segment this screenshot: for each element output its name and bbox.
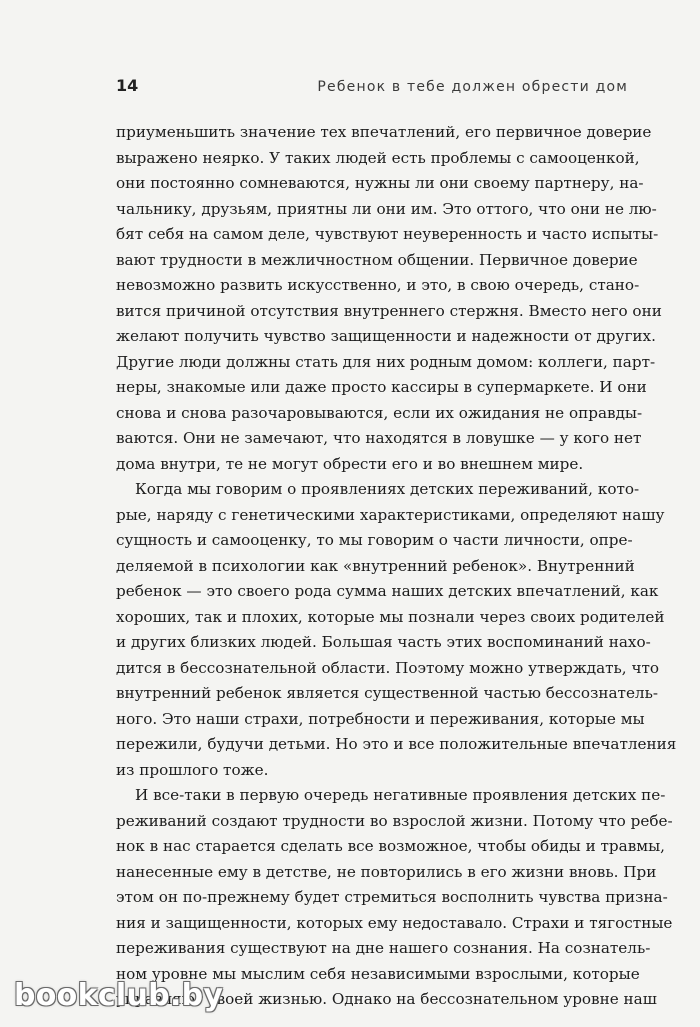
text-line: ребенок — это своего рода сумма наших детских впечатлений, как bbox=[116, 582, 659, 600]
text-line: чальнику, друзьям, приятны ли они им. Это оттого, что они не лю- bbox=[116, 199, 657, 218]
page-number: 14 bbox=[116, 76, 139, 95]
text-line: вится причиной отсутствия внутреннего стержня. Вместо него они bbox=[116, 301, 662, 320]
text-line: ваются. Они не замечают, что находятся в ловушке — у кого нет bbox=[116, 429, 642, 447]
text-line: бят себя на самом деле, чувствуют неуверенность и часто испыты- bbox=[116, 225, 659, 243]
paragraph bbox=[116, 477, 677, 783]
text-line: дится в бессознательной области. Поэтому можно утверждать, что bbox=[116, 658, 660, 677]
text-line: ном уровне мы мыслим себя независимыми взрослыми, которые bbox=[116, 964, 640, 983]
body-text bbox=[116, 120, 677, 1013]
text-line: снова и снова разочаровываются, если их ожидания не оправды- bbox=[116, 403, 643, 422]
text-line: рые, наряду с генетическими характеристиками, определяют нашу bbox=[116, 505, 665, 524]
page-header bbox=[116, 76, 628, 96]
text-line: реживаний создают трудности во взрослой жизни. Потому что ребе- bbox=[116, 811, 673, 830]
text-line: дома внутри, те не могут обрести его и во внешнем мире. bbox=[116, 454, 584, 473]
text-line: Другие люди должны стать для них родным домом: коллеги, парт- bbox=[116, 352, 656, 371]
text-line: управляют своей жизнью. Однако на бессознательном уровне наш bbox=[116, 990, 657, 1008]
text-line: внутренний ребенок является существенной частью бессознатель- bbox=[116, 684, 658, 702]
text-line: пережили, будучи детьми. Но это и все положительные впечатления bbox=[116, 735, 677, 753]
text-line: переживания существуют на дне нашего сознания. На сознатель- bbox=[116, 939, 651, 957]
text-line: желают получить чувство защищенности и надежности от других. bbox=[116, 327, 656, 345]
text-line: И все-таки в первую очередь негативные проявления детских пе- bbox=[135, 786, 666, 804]
text-line: выражено неярко. У таких людей есть проблемы с самооценкой, bbox=[116, 148, 640, 167]
text-line: этом он по-прежнему будет стремиться восполнить чувства призна- bbox=[116, 888, 668, 906]
text-line: нок в нас старается сделать все возможное, чтобы обиды и травмы, bbox=[116, 837, 665, 855]
text-line: ния и защищенности, которых ему недоставало. Страхи и тягостные bbox=[116, 913, 673, 932]
text-line: неры, знакомые или даже просто кассиры в супермаркете. И они bbox=[116, 378, 647, 396]
text-line: деляемой в психологии как «внутренний ребенок». Внутренний bbox=[116, 556, 635, 575]
text-line: Когда мы говорим о проявлениях детских переживаний, кото- bbox=[135, 480, 640, 498]
text-line: хороших, так и плохих, которые мы познали через своих родителей bbox=[116, 607, 665, 626]
text-line: ного. Это наши страхи, потребности и переживания, которые мы bbox=[116, 709, 645, 728]
paragraph bbox=[116, 120, 662, 477]
text-line: они постоянно сомневаются, нужны ли они своему партнеру, на- bbox=[116, 174, 644, 192]
text-line: нанесенные ему в детстве, не повторились в его жизни вновь. При bbox=[116, 862, 657, 881]
running-title: Ребенок в тебе должен обрести дом bbox=[317, 79, 628, 95]
text-line: сущность и самооценку, то мы говорим о части личности, опре- bbox=[116, 531, 633, 549]
text-line: вают трудности в межличностном общении. Первичное доверие bbox=[116, 250, 638, 269]
text-line: приуменьшить значение тех впечатлений, его первичное доверие bbox=[116, 123, 652, 141]
text-line: и других близких людей. Большая часть этих воспоминаний нахо- bbox=[116, 633, 651, 651]
watermark-logo: bookclub.by bbox=[14, 978, 224, 1013]
text-line: невозможно развить искусственно, и это, в свою очередь, стано- bbox=[116, 276, 640, 294]
text-line: из прошлого тоже. bbox=[116, 760, 269, 779]
